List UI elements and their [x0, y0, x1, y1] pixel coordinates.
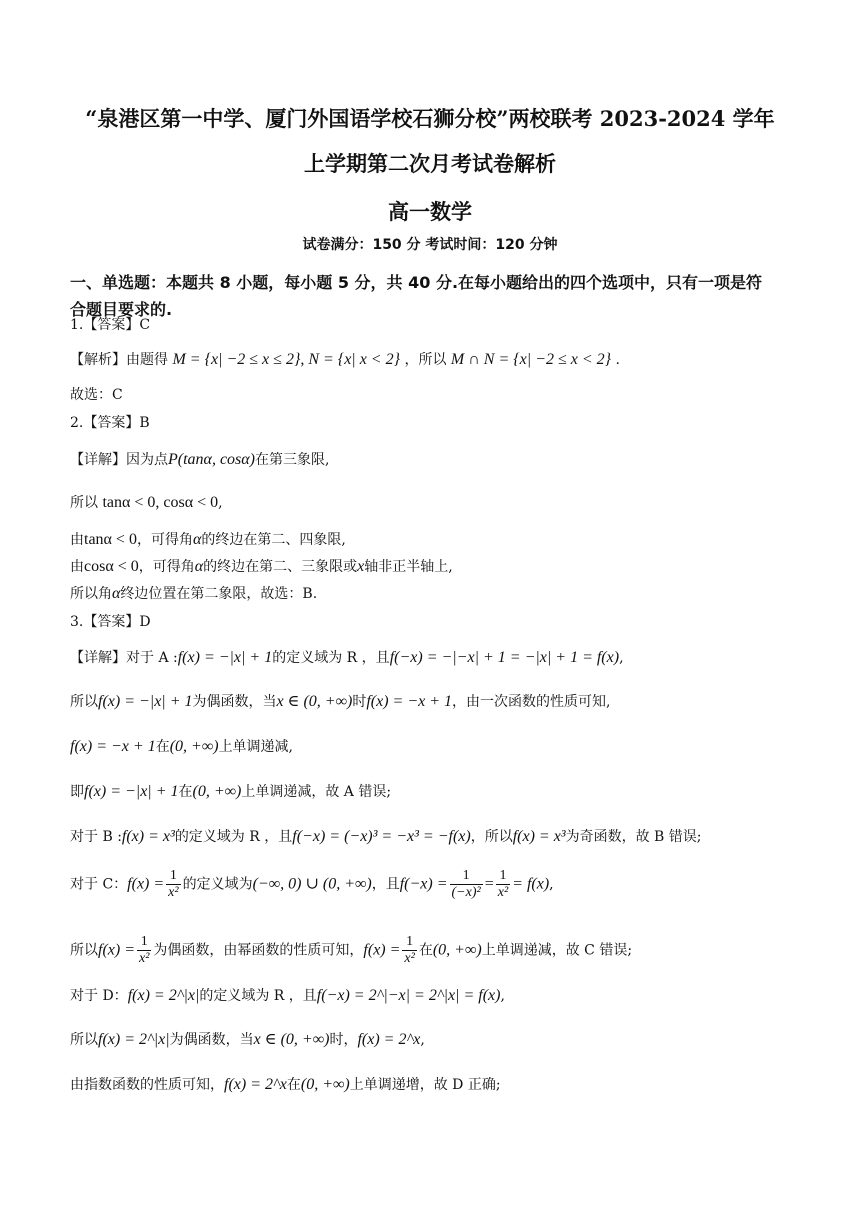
- q3-fa-math: f(x) = −|x| + 1: [98, 693, 193, 710]
- q2-line3-mid: ，可得角: [136, 532, 193, 548]
- q3-line8-mid: 的定义域为 R ，且: [199, 988, 317, 1004]
- q1-answer: 1.【答案】C: [70, 317, 151, 333]
- q1-math-sets: M = {x| −2 ≤ x ≤ 2}, N = {x| x < 2}: [172, 351, 400, 368]
- q3-line9-mid: 为偶函数，当: [169, 1032, 254, 1048]
- q2-line3-end: 的终边在第二、四象限,: [201, 532, 346, 548]
- document-title-line1: “泉港区第一中学、厦门外国语学校石狮分校”两校联考 2023-2024 学年: [85, 106, 775, 131]
- fraction-numerator: 1: [496, 868, 510, 885]
- q3-line5-mid: 的定义域为 R ，且: [174, 829, 293, 845]
- q3-line10-text: 由指数函数的性质可知，: [70, 1077, 224, 1093]
- q1-analysis: [70, 350, 620, 370]
- q2-answer: 2.【答案】B: [70, 415, 150, 431]
- q3-line5-end: 为奇函数，故 B 错误;: [565, 829, 702, 845]
- q1-analysis-end: .: [615, 352, 620, 368]
- q2-line3-text: 由: [70, 532, 84, 548]
- q1-conclusion: 故选：C: [70, 387, 123, 403]
- q1-math-intersection: M ∩ N = {x| −2 ≤ x < 2}: [450, 351, 612, 368]
- q3-line3-end: 上单调递减,: [218, 739, 294, 755]
- q3-line6: 对于 C：f(x) = $\frac{1}{\text{x²}}$ 的定义域为(−∞, 0) ∪ (0, +∞)，且f(−x) = $\frac{1}{\text{(−x)²}}$ = $\frac{1}{\text{x²}}$ = f(x),: [70, 868, 554, 900]
- q2-line1: [70, 450, 329, 470]
- q2-line3: [70, 530, 346, 550]
- section-heading-line2: 合题目要求的.: [70, 300, 173, 319]
- q3-answer: 3.【答案】D: [70, 614, 151, 630]
- subject-title: 高一数学: [388, 199, 472, 224]
- q3-line7-mid2: 在: [418, 942, 433, 959]
- fraction-denominator: x²: [404, 951, 415, 966]
- q2-alpha: α: [112, 585, 121, 602]
- q3-line10: [70, 1075, 501, 1095]
- q3-line4-text: 即: [70, 784, 84, 800]
- q2-line5-end: 终边位置在第二象限，故选：B.: [120, 586, 318, 602]
- exam-meta: 试卷满分：150 分 考试时间：120 分钟: [302, 237, 558, 253]
- q3-exp-math: f(x) = 2^x: [357, 1031, 421, 1048]
- q3-line6-text: 对于 C：: [70, 876, 128, 893]
- q2-line4: [70, 557, 453, 577]
- q3-fb-math: f(x) = x³: [512, 828, 566, 845]
- q3-interval-math: (0, +∞): [300, 1076, 350, 1093]
- q1-analysis-label: 【解析】由题得: [70, 352, 168, 368]
- q3-line6-end: ,: [549, 876, 554, 893]
- q2-line1-text: 【详解】因为点: [70, 452, 168, 468]
- fraction-numerator: 1: [137, 934, 151, 951]
- q3-line1: [70, 648, 624, 668]
- q2-line5: [70, 584, 317, 604]
- q2-line4-end: 轴非正半轴上,: [364, 559, 453, 575]
- fraction-numerator: 1: [450, 868, 483, 885]
- q3-fraction: [496, 868, 510, 901]
- q3-fc-eq-math: = f(x): [512, 875, 550, 893]
- q3-fa-math: f(x) = −|x| + 1: [84, 783, 179, 800]
- q3-line4-mid: 在: [178, 784, 193, 800]
- q3-line9-end: ,: [420, 1032, 425, 1048]
- q3-line4-end: 上单调递减，故 A 错误;: [241, 784, 392, 800]
- q3-fd-math: f(x) = 2^|x|: [127, 987, 200, 1004]
- q2-line4-mid2: 的终边在第二、三象限或: [203, 559, 358, 575]
- fraction-denominator: x²: [168, 885, 179, 900]
- q3-interval-math: (0, +∞): [169, 738, 219, 755]
- q3-line7-text: 所以: [70, 942, 98, 959]
- q3-line5-mid2: ，所以: [470, 829, 513, 845]
- q3-line9-text: 所以: [70, 1032, 98, 1048]
- q3-line5: [70, 827, 702, 847]
- q3-line2: [70, 692, 610, 712]
- section-heading-line1: 一、单选题：本题共 8 小题，每小题 5 分，共 40 分.在每小题给出的四个选项中，只有一项是符: [70, 273, 763, 292]
- q3-interval-math: (0, +∞): [432, 941, 482, 959]
- fraction-denominator: x²: [497, 885, 509, 900]
- q3-linear-math: f(x) = −x + 1: [70, 738, 156, 755]
- document-title-line2: 上学期第二次月考试卷解析: [304, 151, 556, 176]
- q3-line1-end: ,: [619, 650, 624, 666]
- q3-fa-even-math: f(−x) = −|−x| + 1 = −|x| + 1 = f(x): [389, 649, 620, 666]
- q3-fd-even-math: f(−x) = 2^|−x| = 2^|x| = f(x): [316, 987, 501, 1004]
- q3-line6-mid2: ，且: [371, 876, 400, 893]
- q2-line5-text: 所以角: [70, 586, 112, 602]
- q3-line2-end: ，由一次函数的性质可知,: [452, 694, 611, 710]
- q3-fraction: [402, 934, 416, 967]
- q2-tan-math: tanα < 0: [84, 531, 137, 548]
- q3-line3: [70, 737, 293, 757]
- q3-fb-math: f(x) = x³: [121, 828, 175, 845]
- q3-line7: [70, 934, 632, 967]
- fraction-denominator: x²: [139, 951, 150, 966]
- q3-exp-math: f(x) = 2^x: [224, 1076, 287, 1093]
- q2-point-math: P(tanα, cosα): [168, 451, 255, 468]
- q3-line8-end: ,: [500, 988, 505, 1004]
- q3-fc-math: f(x) =: [98, 941, 135, 959]
- q3-interval-math: x ∈ (0, +∞): [253, 1031, 330, 1048]
- q3-fraction: [137, 934, 151, 967]
- q3-line1-mid: 的定义域为 R ，且: [272, 650, 390, 666]
- q3-line8: [70, 986, 505, 1006]
- q3-fraction: [450, 868, 483, 901]
- q2-line4-mid: ，可得角: [138, 559, 195, 575]
- q3-line6-mid: 的定义域为: [182, 876, 253, 893]
- fraction-numerator: 1: [166, 868, 180, 885]
- q3-line1-text: 【详解】对于 A :: [70, 650, 178, 666]
- q3-line9: [70, 1030, 425, 1050]
- q3-line2-text: 所以: [70, 694, 98, 710]
- q2-alpha: α: [194, 558, 204, 575]
- q3-line5-text: 对于 B :: [70, 829, 122, 845]
- q2-alpha: α: [192, 531, 202, 548]
- q2-line1-end: 在第三象限,: [255, 452, 330, 468]
- q3-line10-end: 上单调递增，故 D 正确;: [349, 1077, 501, 1093]
- q3-line10-mid: 在: [286, 1077, 301, 1093]
- q2-line2-text: 所以: [70, 495, 98, 511]
- q2-line2-end: ,: [218, 495, 223, 511]
- fraction-numerator: 1: [402, 934, 416, 951]
- q3-fraction: [166, 868, 180, 901]
- q3-domain-math: (−∞, 0) ∪ (0, +∞): [252, 875, 372, 893]
- q3-line7-mid: 为偶函数，由幂函数的性质可知，: [153, 942, 364, 959]
- q3-fb-odd-math: f(−x) = (−x)³ = −x³ = −f(x): [292, 828, 471, 845]
- q2-x-var: x: [357, 558, 365, 575]
- q3-fa-math: f(x) = −|x| + 1: [177, 649, 273, 666]
- q2-inequality-math: tanα < 0, cosα < 0: [102, 494, 219, 511]
- q2-cos-math: cosα < 0: [84, 558, 139, 575]
- q3-line7-end: 上单调递减，故 C 错误;: [481, 942, 633, 959]
- q3-interval-math: x ∈ (0, +∞): [276, 693, 353, 710]
- q3-line9-mid2: 时，: [329, 1032, 358, 1048]
- q3-fd-math: f(x) = 2^|x|: [98, 1031, 170, 1048]
- q2-line2: [70, 493, 223, 513]
- q1-analysis-mid: ，所以: [404, 352, 447, 368]
- fraction-denominator: (−x)²: [451, 885, 481, 900]
- q3-line2-mid: 为偶函数，当: [192, 694, 277, 710]
- q3-line3-text: 在: [155, 739, 170, 755]
- q2-line4-text: 由: [70, 559, 84, 575]
- q3-line8-text: 对于 D：: [70, 988, 128, 1004]
- q3-interval-math: (0, +∞): [192, 783, 242, 800]
- q3-linear-math: f(x) = −x + 1: [366, 693, 453, 710]
- q3-line2-mid2: 时: [352, 694, 367, 710]
- q3-line4: [70, 782, 391, 802]
- q3-fc-neg-math: f(−x) =: [399, 875, 448, 893]
- q3-fc-math: f(x) =: [363, 941, 401, 959]
- q3-fc-math: f(x) =: [127, 875, 165, 893]
